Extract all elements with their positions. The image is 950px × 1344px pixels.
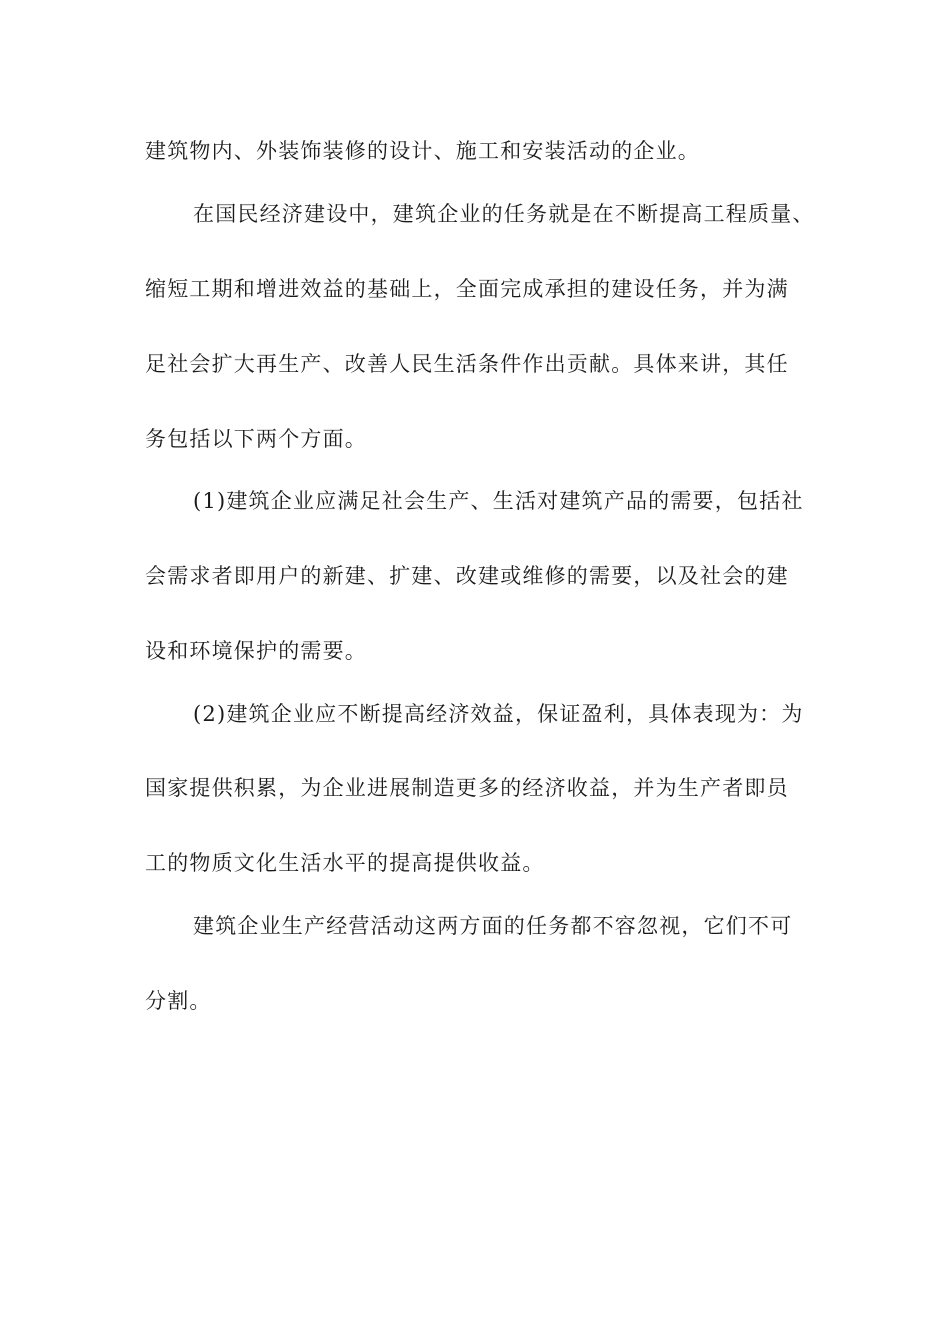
text-line: 分割。 bbox=[145, 989, 212, 1013]
text-line: (2)建筑企业应不断提高经济效益，保证盈利，具体表现为：为 bbox=[193, 702, 804, 726]
text-line: 国家提供积累，为企业进展制造更多的经济收益，并为生产者即员 bbox=[145, 776, 789, 800]
text-line: (1)建筑企业应满足社会生产、生活对建筑产品的需要，包括社 bbox=[193, 489, 804, 513]
text-line: 务包括以下两个方面。 bbox=[145, 427, 367, 451]
text-line: 足社会扩大再生产、改善人民生活条件作出贡献。具体来讲，其任 bbox=[145, 352, 789, 376]
text-line: 工的物质文化生活水平的提高提供收益。 bbox=[145, 851, 545, 875]
text-line: 缩短工期和增进效益的基础上，全面完成承担的建设任务，并为满 bbox=[145, 277, 789, 301]
text-line: 建筑物内、外装饰装修的设计、施工和安装活动的企业。 bbox=[145, 139, 700, 163]
text-line: 设和环境保护的需要。 bbox=[145, 639, 367, 663]
text-line: 会需求者即用户的新建、扩建、改建或维修的需要，以及社会的建 bbox=[145, 564, 789, 588]
text-line: 建筑企业生产经营活动这两方面的任务都不容忽视，它们不可 bbox=[193, 914, 793, 938]
text-line: 在国民经济建设中，建筑企业的任务就是在不断提高工程质量、 bbox=[193, 202, 815, 226]
